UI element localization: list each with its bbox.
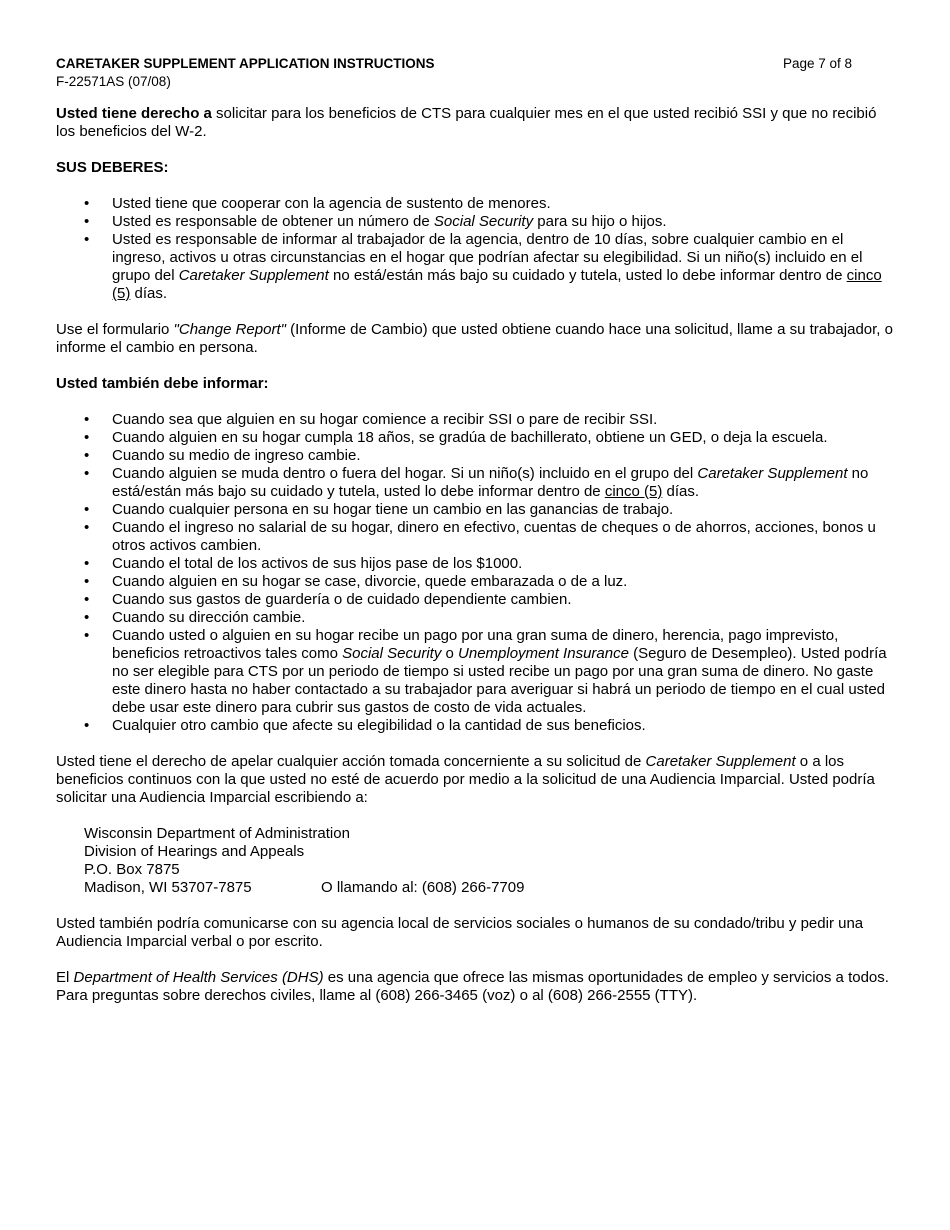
mailing-address xyxy=(84,825,896,897)
list-item: • Usted es responsable de informar al trabajador de la agencia, dentro de 10 días, sobre cualquier cambio en el ingreso, activos u otras circunstancias en el hogar que podrían afectar su elegibilidad. Si un niño(s) incluido en el grupo del Caretaker Supplement no está/están más bajo su cuidado y tutela, usted lo debe informar dentro de cinco (5) días. xyxy=(84,231,882,302)
bullet-icon: • xyxy=(84,411,90,428)
bullet-icon: • xyxy=(84,213,90,230)
bullet-icon: • xyxy=(84,465,90,482)
list-item: • Cuando cualquier persona en su hogar tiene un cambio en las ganancias de trabajo. xyxy=(84,501,674,518)
page-number: Page 7 of 8 xyxy=(783,56,853,71)
duties-heading: SUS DEBERES: xyxy=(56,159,169,176)
bullet-icon: • xyxy=(84,555,90,572)
dhs-paragraph: El Department of Health Services (DHS) es una agencia que ofrece las mismas oportunidades de empleo y servicios a todos. Para preguntas sobre derechos civiles, llame al (608) 266-3465 (voz) o al (608) 266-2555 (TTY). xyxy=(56,969,889,1004)
form-id: F-22571AS (07/08) xyxy=(56,74,171,89)
bullet-icon: • xyxy=(84,429,90,446)
header-row xyxy=(56,55,896,73)
list-item: • Cuando su dirección cambie. xyxy=(84,609,306,626)
report-list xyxy=(56,411,896,735)
appeal-paragraph: Usted tiene el derecho de apelar cualquier acción tomada concerniente a su solicitud de Caretaker Supplement o a los beneficios continuos con la que usted no esté de acuerdo por medio a la solicitud de una Audiencia Imparcial. Usted podría solicitar una Audiencia Imparcial escribiendo a: xyxy=(56,753,875,806)
address-line-city xyxy=(84,879,896,897)
city-state-zip: Madison, WI 53707-7875 xyxy=(84,879,252,896)
list-item: • Cuando alguien en su hogar cumpla 18 años, se gradúa de bachillerato, obtiene un GED, o deja la escuela. xyxy=(84,429,828,446)
list-item: • Cuando usted o alguien en su hogar recibe un pago por una gran suma de dinero, herencia, pago imprevisto, beneficios retroactivos tales como Social Security o Unemployment Insurance (Seguro de Desempleo). Usted podría no ser elegible para CTS por un periodo de tiempo si usted recibe un pago por una gran suma de dinero. No gaste este dinero hasta no haber contactado a su trabajador para averiguar si habrá un periodo de tiempo en el cual usted debe usar este dinero para cubrir sus gastos de costo de vida actuales. xyxy=(84,627,887,716)
list-item: • Cuando el ingreso no salarial de su hogar, dinero en efectivo, cuentas de cheques o de ahorros, acciones, bonos u otros activos cambien. xyxy=(84,519,876,554)
bullet-icon: • xyxy=(84,447,90,464)
phone-number: O llamando al: (608) 266-7709 xyxy=(321,879,525,896)
list-item: • Usted tiene que cooperar con la agencia de sustento de menores. xyxy=(84,195,551,212)
bullet-icon: • xyxy=(84,627,90,644)
list-item: • Cuando su medio de ingreso cambie. xyxy=(84,447,361,464)
list-item: • Cuando sus gastos de guardería o de cuidado dependiente cambien. xyxy=(84,591,572,608)
address-line: P.O. Box 7875 xyxy=(84,861,180,878)
bullet-icon: • xyxy=(84,195,90,212)
intro-bold: Usted tiene derecho a xyxy=(56,105,212,122)
report-heading: Usted también debe informar: xyxy=(56,375,269,392)
bullet-icon: • xyxy=(84,591,90,608)
duties-list xyxy=(56,195,896,303)
bullet-icon: • xyxy=(84,609,90,626)
list-item: • Cuando alguien se muda dentro o fuera del hogar. Si un niño(s) incluido en el grupo del Caretaker Supplement no está/están más bajo su cuidado y tutela, usted lo debe informar dentro de cinco (5) días. xyxy=(84,465,869,500)
list-item: • Cuando alguien en su hogar se case, divorcie, quede embarazada o de a luz. xyxy=(84,573,628,590)
list-item: • Cualquier otro cambio que afecte su elegibilidad o la cantidad de sus beneficios. xyxy=(84,717,646,734)
intro-paragraph: Usted tiene derecho a solicitar para los beneficios de CTS para cualquier mes en el que usted recibió SSI y que no recibió los beneficios del W-2. xyxy=(56,105,877,140)
local-agency-paragraph: Usted también podría comunicarse con su agencia local de servicios sociales o humanos de su condado/tribu y pedir una Audiencia Imparcial verbal o por escrito. xyxy=(56,915,864,950)
bullet-icon: • xyxy=(84,717,90,734)
list-item: • Usted es responsable de obtener un número de Social Security para su hijo o hijos. xyxy=(84,213,667,230)
bullet-icon: • xyxy=(84,231,90,248)
list-item: • Cuando sea que alguien en su hogar comience a recibir SSI o pare de recibir SSI. xyxy=(84,411,658,428)
bullet-icon: • xyxy=(84,501,90,518)
page-content xyxy=(56,55,896,1023)
change-report-paragraph: Use el formulario "Change Report" (Informe de Cambio) que usted obtiene cuando hace una solicitud, llame a su trabajador, o informe el cambio en persona. xyxy=(56,321,893,356)
document-title: CARETAKER SUPPLEMENT APPLICATION INSTRUCTIONS xyxy=(56,56,435,71)
bullet-icon: • xyxy=(84,573,90,590)
bullet-icon: • xyxy=(84,519,90,536)
address-line: Division of Hearings and Appeals xyxy=(84,843,305,860)
list-item: • Cuando el total de los activos de sus hijos pase de los $1000. xyxy=(84,555,523,572)
address-line: Wisconsin Department of Administration xyxy=(84,825,350,842)
